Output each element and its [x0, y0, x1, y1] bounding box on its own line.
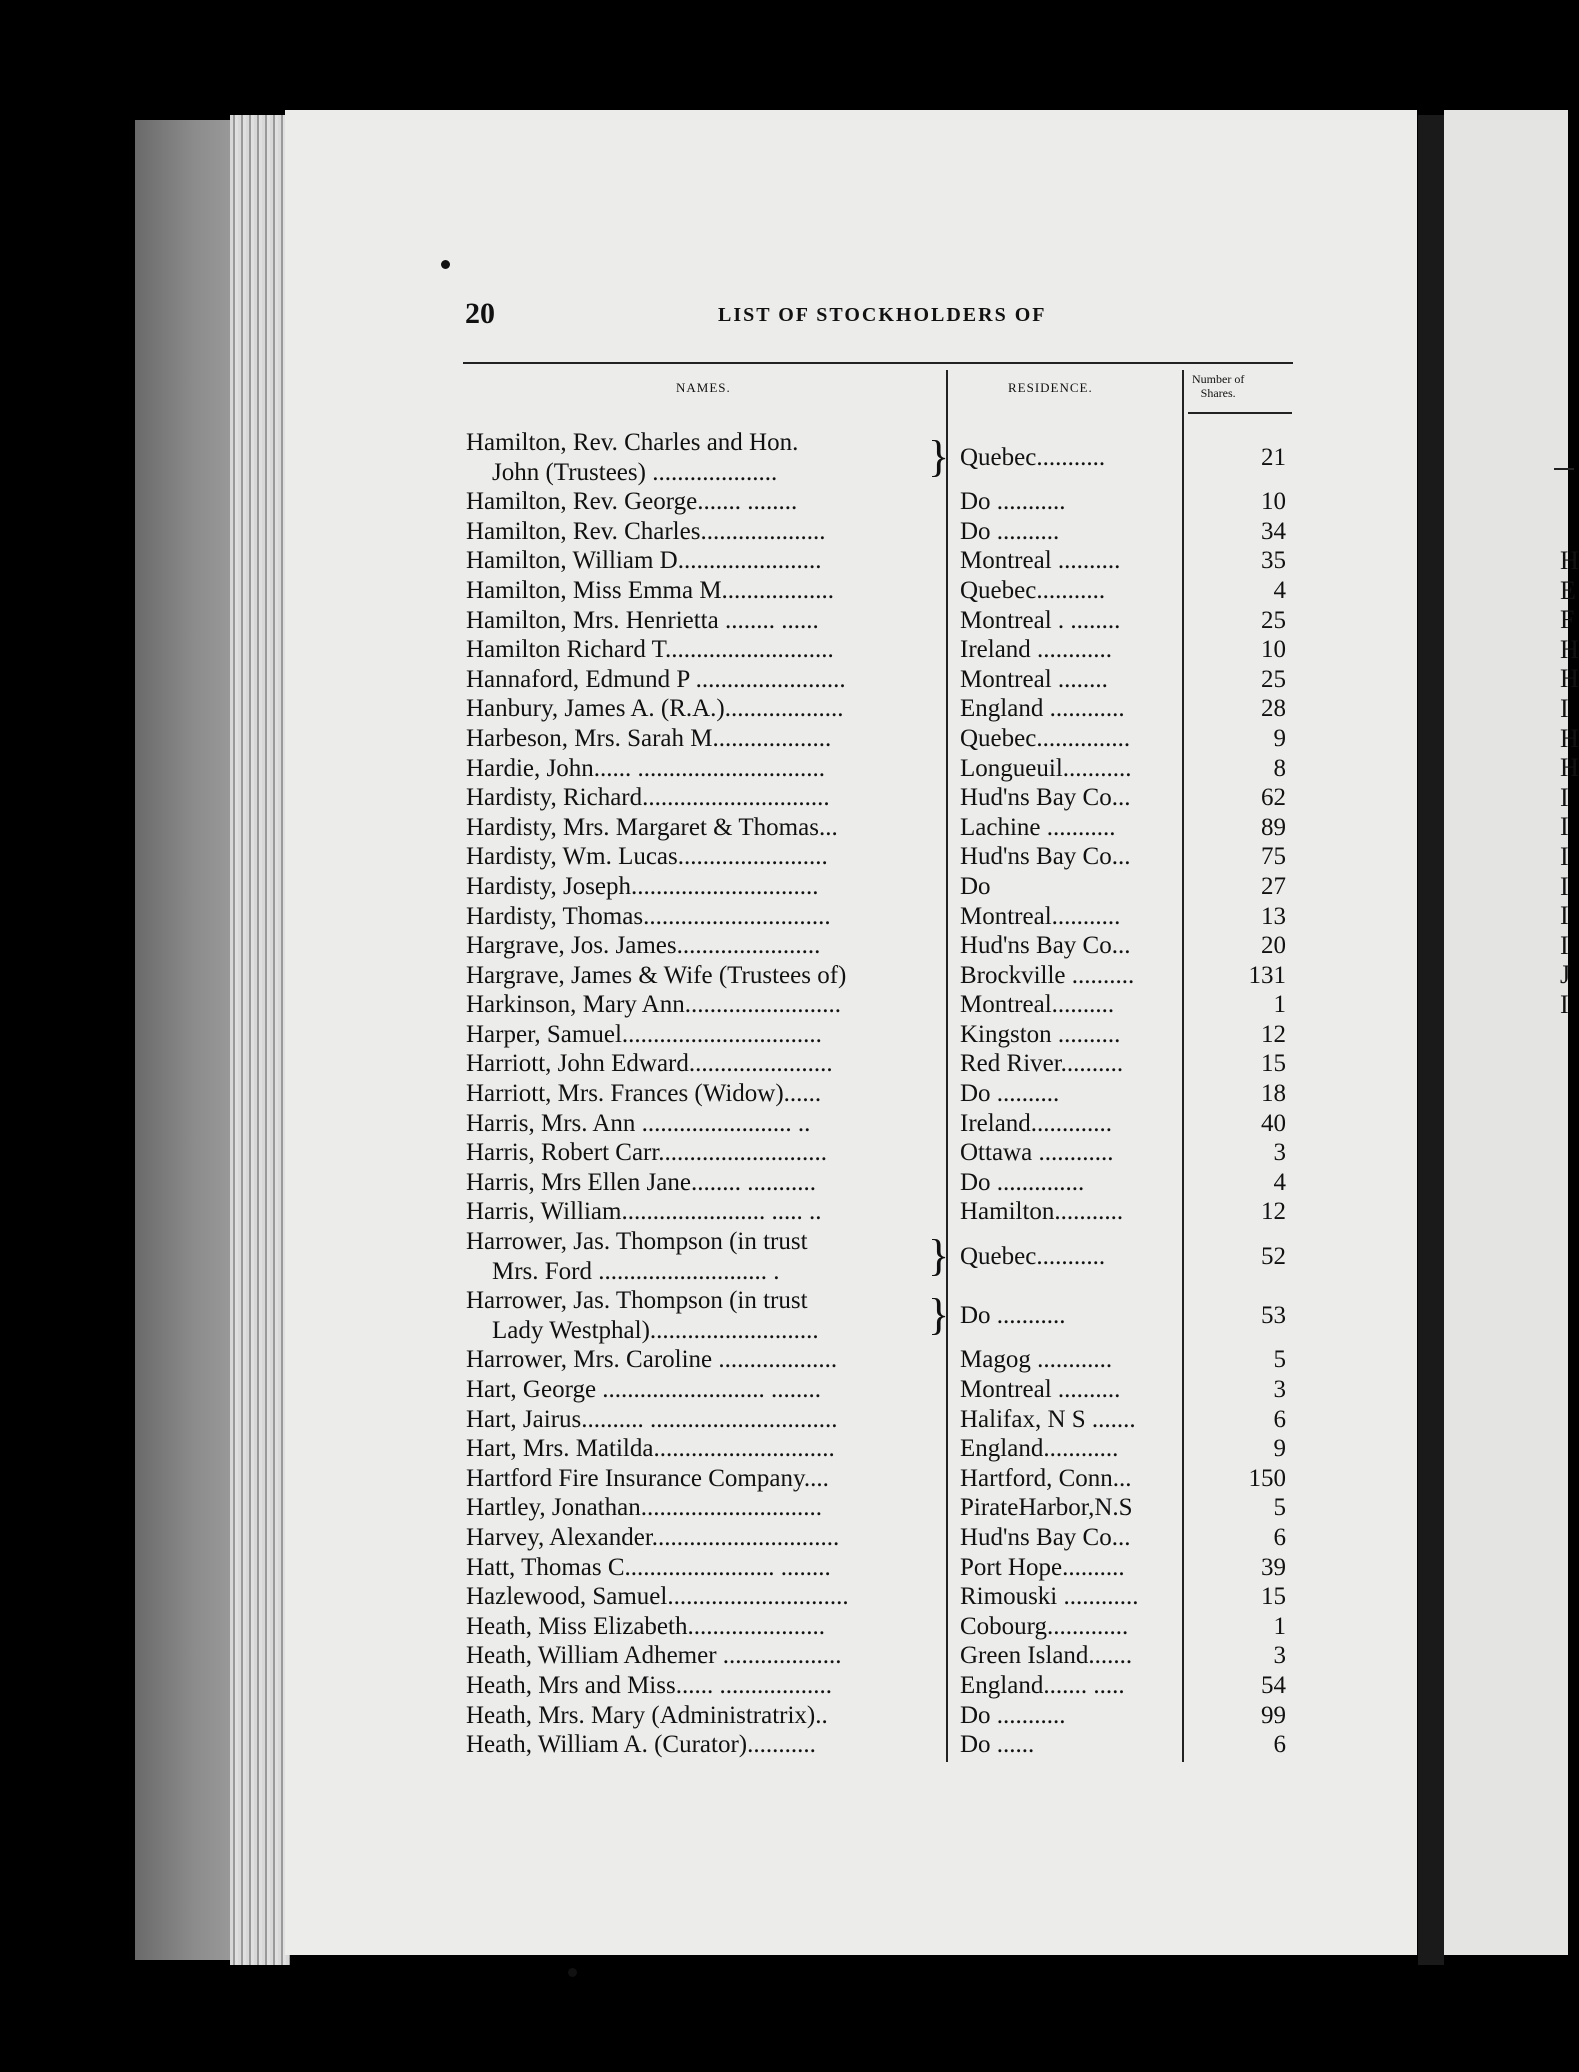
stockholder-name-line1: Hamilton Richard T........................... — [466, 636, 834, 664]
stockholder-name — [466, 1197, 951, 1227]
stockholder-name-line1: Hartford Fire Insurance Company.... — [466, 1464, 829, 1492]
stockholder-name-line1: Hamilton, Rev. Charles.................... — [466, 517, 826, 545]
stockholder-row — [466, 842, 1296, 872]
stockholder-name-line1: Hardisty, Joseph.............................. — [466, 872, 819, 900]
stockholder-residence: Red River.......... — [960, 1050, 1124, 1078]
stockholder-name — [466, 1553, 951, 1583]
shares-header-rule — [1188, 412, 1292, 414]
stockholder-row — [466, 606, 1296, 636]
stockholder-shares: 99 — [1261, 1701, 1286, 1729]
stockholder-name — [466, 1405, 951, 1435]
stockholder-shares: 21 — [1261, 443, 1286, 471]
stockholder-shares: 3 — [1273, 1139, 1286, 1167]
stockholder-residence: Montreal.......... — [960, 991, 1115, 1019]
facing-page-letter: J — [1560, 960, 1571, 990]
stockholder-name-line1: Harriott, Mrs. Frances (Widow)...... — [466, 1080, 822, 1108]
stockholder-row — [466, 1405, 1296, 1435]
facing-page-letter: H — [1560, 753, 1579, 783]
stockholder-residence: Do ........... — [960, 1701, 1066, 1729]
stockholder-residence: Port Hope.......... — [960, 1553, 1125, 1581]
stockholder-shares: 40 — [1261, 1109, 1286, 1137]
stockholder-shares: 10 — [1261, 488, 1286, 516]
stockholder-name — [466, 1020, 951, 1050]
stockholder-name — [466, 931, 951, 961]
stockholder-shares: 6 — [1273, 1405, 1286, 1433]
stockholder-row — [466, 1523, 1296, 1553]
stockholder-shares: 25 — [1261, 665, 1286, 693]
stockholder-residence: Do .......... — [960, 1080, 1060, 1108]
stockholder-name-line1: Hamilton, Miss Emma M.................. — [466, 576, 835, 604]
stockholder-row — [466, 428, 1296, 487]
facing-page-letter: H — [1560, 723, 1579, 753]
stockholder-name — [466, 961, 951, 991]
stockholder-row — [466, 487, 1296, 517]
stockholder-residence: Quebec........... — [960, 1242, 1106, 1270]
stockholder-shares: 53 — [1261, 1302, 1286, 1330]
stockholder-row — [466, 1641, 1296, 1671]
stockholder-row — [466, 872, 1296, 902]
stockholder-name — [466, 694, 951, 724]
stockholder-name — [466, 724, 951, 754]
facing-page-letters — [1560, 546, 1579, 1020]
stockholder-residence: England....... ..... — [960, 1671, 1125, 1699]
stockholder-name — [466, 1138, 951, 1168]
stockholder-shares: 89 — [1261, 813, 1286, 841]
stockholder-name-line1: Heath, Miss Elizabeth...................... — [466, 1612, 825, 1640]
stockholder-shares: 10 — [1261, 636, 1286, 664]
stockholder-row — [466, 1020, 1296, 1050]
stockholder-residence: Green Island....... — [960, 1642, 1133, 1670]
facing-page-letter: H — [1560, 546, 1579, 575]
stockholder-name-line2: Mrs. Ford ........................... . — [492, 1257, 780, 1285]
stockholder-name — [466, 1286, 951, 1345]
stockholder-residence: Montreal .......... — [960, 547, 1121, 575]
column-header-shares-line2: Shares. — [1200, 386, 1236, 400]
stockholder-name-line1: Harper, Samuel................................ — [466, 1020, 822, 1048]
facing-page-letter: H — [1560, 664, 1579, 694]
stockholder-shares: 131 — [1248, 961, 1286, 989]
stockholder-residence: Quebec............... — [960, 724, 1131, 752]
stockholder-residence: Brockville .......... — [960, 961, 1135, 989]
facing-page — [1444, 110, 1579, 1955]
stockholder-row — [466, 1434, 1296, 1464]
stockholder-residence: Ottawa ............ — [960, 1139, 1114, 1167]
stockholder-name — [466, 1493, 951, 1523]
stockholder-shares: 9 — [1273, 1435, 1286, 1463]
stockholder-row — [466, 724, 1296, 754]
stockholder-residence: England ............ — [960, 695, 1125, 723]
stockholder-name — [466, 606, 951, 636]
stockholder-residence: Hamilton........... — [960, 1198, 1124, 1226]
stockholder-name — [466, 1641, 951, 1671]
stockholder-name-line1: Harris, Robert Carr........................... — [466, 1139, 828, 1167]
stockholder-shares: 35 — [1261, 547, 1286, 575]
stockholder-residence: Rimouski ............ — [960, 1583, 1139, 1611]
stockholder-name-line1: Hartley, Jonathan............................. — [466, 1494, 822, 1522]
stockholder-name — [466, 902, 951, 932]
stockholder-name-line1: Hanbury, James A. (R.A.)................... — [466, 695, 844, 723]
stockholder-name-line1: Hamilton, William D....................... — [466, 547, 822, 575]
stockholder-row — [466, 754, 1296, 784]
facing-page-letter: I — [1560, 693, 1569, 723]
book-gutter — [1418, 115, 1444, 1965]
column-header-names: NAMES. — [676, 380, 731, 395]
stockholder-residence: England............ — [960, 1435, 1119, 1463]
facing-page-rule — [1554, 468, 1574, 470]
stockholder-residence: Magog ............ — [960, 1346, 1113, 1374]
stockholder-name — [466, 487, 951, 517]
stockholder-name-line1: Hardisty, Thomas.............................. — [466, 902, 831, 930]
stockholder-row — [466, 517, 1296, 547]
stockholder-name — [466, 1701, 951, 1731]
stockholder-residence: Do .............. — [960, 1168, 1085, 1196]
stockholder-row — [466, 1701, 1296, 1731]
stockholder-shares: 20 — [1261, 932, 1286, 960]
stockholder-name-line1: Heath, William A. (Curator)........... — [466, 1731, 816, 1759]
stockholder-row — [466, 902, 1296, 932]
brace-mark: } — [928, 432, 950, 481]
stockholder-residence: Do — [960, 872, 991, 900]
stockholder-shares: 8 — [1273, 754, 1286, 782]
stockholder-name — [466, 1523, 951, 1553]
brace-mark: } — [928, 1231, 950, 1281]
stockholder-shares: 18 — [1261, 1080, 1286, 1108]
stockholder-name — [466, 665, 951, 695]
stockholder-row — [466, 694, 1296, 724]
stockholder-name-line2: John (Trustees) .................... — [492, 458, 778, 486]
stockholder-row — [466, 1493, 1296, 1523]
facing-page-letter: I — [1560, 812, 1569, 842]
stockholder-row — [466, 783, 1296, 813]
stockholder-name-line2: Lady Westphal)........................... — [492, 1316, 819, 1344]
stockholder-residence: Ireland ............ — [960, 636, 1113, 664]
stockholder-row — [466, 990, 1296, 1020]
stockholder-shares: 13 — [1261, 902, 1286, 930]
stockholder-shares: 39 — [1261, 1553, 1286, 1581]
stockholder-name — [466, 872, 951, 902]
stockholder-shares: 5 — [1273, 1494, 1286, 1522]
stockholder-name-line1: Hazlewood, Samuel............................. — [466, 1583, 849, 1611]
stockholder-residence: Halifax, N S ....... — [960, 1405, 1136, 1433]
stockholder-name-line1: Hart, George .......................... ........ — [466, 1376, 822, 1403]
stockholder-residence: Lachine ........... — [960, 813, 1116, 841]
stockholder-residence: Hud'ns Bay Co... — [960, 1523, 1131, 1551]
facing-page-letter: I — [1560, 782, 1569, 812]
facing-page-letter: I — [1560, 901, 1569, 931]
stockholder-residence: Do .......... — [960, 517, 1060, 545]
stockholder-name — [466, 1345, 951, 1375]
stockholder-row — [466, 1345, 1296, 1375]
stockholder-residence: Cobourg............. — [960, 1612, 1129, 1640]
stockholder-row — [466, 1582, 1296, 1612]
stockholder-name — [466, 546, 951, 576]
stockholder-name-line1: Harrower, Jas. Thompson (in trust — [466, 1287, 808, 1315]
stockholder-name-line1: Heath, Mrs and Miss...... .................. — [466, 1671, 832, 1699]
facing-page-letter: E — [1560, 575, 1576, 605]
stockholder-name-line1: Harkinson, Mary Ann......................... — [466, 991, 841, 1019]
stockholder-name-line1: Harris, William....................... ..... .. — [466, 1198, 822, 1226]
stockholder-name-line1: Hardisty, Wm. Lucas........................ — [466, 843, 828, 871]
stockholder-shares: 4 — [1273, 576, 1286, 604]
stockholder-name-line1: Hargrave, Jos. James....................... — [466, 932, 821, 960]
stockholder-shares: 62 — [1261, 784, 1286, 812]
stockholder-row — [466, 1138, 1296, 1168]
stockholder-name — [466, 1168, 951, 1198]
stockholder-shares: 34 — [1261, 517, 1286, 545]
facing-page-letter: I — [1560, 841, 1569, 871]
running-title: LIST OF STOCKHOLDERS OF — [718, 304, 1047, 326]
stockholder-shares: 12 — [1261, 1020, 1286, 1048]
stockholder-list — [466, 428, 1296, 1760]
stockholder-row — [466, 1671, 1296, 1701]
stockholder-residence: Hud'ns Bay Co... — [960, 932, 1131, 960]
stockholder-row — [466, 1197, 1296, 1227]
stockholder-name-line1: Hamilton, Rev. George....... ........ — [466, 488, 798, 516]
stockholder-row — [466, 931, 1296, 961]
stockholder-name — [466, 576, 951, 606]
stockholder-name — [466, 428, 951, 487]
stockholder-row — [466, 1612, 1296, 1642]
stockholder-name-line1: Heath, William Adhemer ................... — [466, 1642, 842, 1670]
stockholder-residence: Do ........... — [960, 488, 1066, 516]
stockholder-shares: 15 — [1261, 1583, 1286, 1611]
stockholder-name-line1: Hart, Jairus.......... .............................. — [466, 1405, 838, 1433]
stockholder-residence: Do ...... — [960, 1731, 1035, 1759]
facing-page-letter: H — [1560, 634, 1579, 664]
stockholder-name — [466, 1464, 951, 1494]
stockholder-name-line1: Hart, Mrs. Matilda............................. — [466, 1435, 835, 1463]
stockholder-row — [466, 1375, 1296, 1405]
page-number: 20 — [465, 297, 495, 330]
stockholder-residence: Hud'ns Bay Co... — [960, 843, 1131, 871]
stockholder-residence: Montreal . ........ — [960, 606, 1121, 634]
stockholder-name-line1: Harris, Mrs Ellen Jane........ ........... — [466, 1168, 816, 1196]
stockholder-residence: Longueuil........... — [960, 754, 1132, 782]
stockholder-name — [466, 1109, 951, 1139]
stockholder-residence: Quebec........... — [960, 576, 1106, 604]
stockholder-name — [466, 517, 951, 547]
stockholder-shares: 6 — [1273, 1523, 1286, 1551]
stockholder-row — [466, 1553, 1296, 1583]
stockholder-row — [466, 813, 1296, 843]
ink-speck — [441, 260, 450, 269]
stockholder-name-line1: Hannaford, Edmund P ........................ — [466, 665, 846, 693]
stockholder-name-line1: Hamilton, Rev. Charles and Hon. — [466, 429, 799, 456]
stockholder-row — [466, 1109, 1296, 1139]
stockholder-shares: 150 — [1248, 1464, 1286, 1492]
stockholder-residence: Quebec........... — [960, 443, 1106, 471]
stockholder-residence: Hartford, Conn... — [960, 1464, 1132, 1492]
page-edges — [230, 115, 290, 1965]
stockholder-name-line1: Harrower, Mrs. Caroline ................... — [466, 1346, 838, 1374]
stockholder-name-line1: Hatt, Thomas C........................ ........ — [466, 1553, 831, 1581]
stockholder-residence: Montreal........... — [960, 902, 1121, 930]
stockholder-shares: 3 — [1273, 1642, 1286, 1670]
column-header-residence: RESIDENCE. — [1008, 380, 1093, 395]
header-rule — [463, 362, 1293, 364]
stockholder-name-line1: Hargrave, James & Wife (Trustees of) — [466, 961, 847, 989]
stockholder-name — [466, 813, 951, 843]
facing-page-letter: I — [1560, 930, 1569, 960]
stockholder-name-line1: Harriott, John Edward....................... — [466, 1050, 833, 1078]
stockholder-shares: 9 — [1273, 724, 1286, 752]
stockholder-row — [466, 635, 1296, 665]
column-header-shares — [1192, 372, 1244, 400]
facing-page-letter: F — [1560, 605, 1575, 635]
stockholder-name — [466, 635, 951, 665]
stockholder-row — [466, 1079, 1296, 1109]
stockholder-residence: Kingston .......... — [960, 1020, 1121, 1048]
stockholder-shares: 27 — [1261, 872, 1286, 900]
stockholder-shares: 54 — [1261, 1671, 1286, 1699]
stockholder-row — [466, 665, 1296, 695]
stockholder-shares: 15 — [1261, 1050, 1286, 1078]
stockholder-name-line1: Hamilton, Mrs. Henrietta ........ ...... — [466, 606, 819, 634]
facing-page-letter: I — [1560, 871, 1569, 901]
stockholder-row — [466, 1168, 1296, 1198]
stockholder-row — [466, 1286, 1296, 1345]
stockholder-shares: 5 — [1273, 1346, 1286, 1374]
stockholder-residence: Montreal ........ — [960, 665, 1108, 693]
stockholder-shares: 1 — [1273, 1612, 1286, 1640]
stockholder-name-line1: Harbeson, Mrs. Sarah M................... — [466, 724, 832, 752]
stockholder-name — [466, 1730, 951, 1760]
stockholder-name — [466, 1049, 951, 1079]
stockholder-name-line1: Heath, Mrs. Mary (Administratrix).. — [466, 1701, 828, 1729]
stockholder-shares: 1 — [1273, 991, 1286, 1019]
stockholder-residence: Montreal .......... — [960, 1376, 1121, 1403]
stockholder-shares: 3 — [1273, 1376, 1286, 1403]
stockholder-name — [466, 1079, 951, 1109]
stockholder-shares: 25 — [1261, 606, 1286, 634]
stockholder-shares: 52 — [1261, 1242, 1286, 1270]
stockholder-name — [466, 1375, 951, 1405]
stockholder-name — [466, 1671, 951, 1701]
stockholder-name — [466, 1434, 951, 1464]
stockholder-name — [466, 1612, 951, 1642]
stockholder-name — [466, 1227, 951, 1286]
stockholder-residence: PirateHarbor,N.S — [960, 1494, 1133, 1522]
stockholder-name — [466, 1582, 951, 1612]
stockholder-shares: 75 — [1261, 843, 1286, 871]
stockholder-name — [466, 990, 951, 1020]
ink-speck — [568, 1968, 577, 1977]
stockholder-residence: Ireland............. — [960, 1109, 1113, 1137]
stockholder-name — [466, 842, 951, 872]
stockholder-row — [466, 1227, 1296, 1286]
book-cover-edge — [135, 120, 235, 1960]
stockholder-name-line1: Hardisty, Richard.............................. — [466, 784, 830, 812]
stockholder-row — [466, 1730, 1296, 1760]
stockholder-name — [466, 754, 951, 784]
stockholder-row — [466, 546, 1296, 576]
stockholder-shares: 28 — [1261, 695, 1286, 723]
stockholder-row — [466, 1464, 1296, 1494]
stockholder-shares: 12 — [1261, 1198, 1286, 1226]
stockholder-residence: Hud'ns Bay Co... — [960, 784, 1131, 812]
facing-page-letter: I — [1560, 989, 1569, 1019]
stockholder-name — [466, 783, 951, 813]
stockholder-name-line1: Harvey, Alexander.............................. — [466, 1523, 840, 1551]
stockholder-row — [466, 576, 1296, 606]
stockholder-row — [466, 961, 1296, 991]
brace-mark: } — [928, 1290, 950, 1340]
stockholder-shares: 4 — [1273, 1168, 1286, 1196]
stockholder-name-line1: Hardisty, Mrs. Margaret & Thomas... — [466, 813, 838, 841]
stockholder-name-line1: Harris, Mrs. Ann ........................ .. — [466, 1109, 811, 1137]
stockholder-residence: Do ........... — [960, 1302, 1066, 1330]
stockholder-name-line1: Hardie, John...... .............................. — [466, 754, 825, 782]
stockholder-name-line1: Harrower, Jas. Thompson (in trust — [466, 1228, 808, 1256]
stockholder-shares: 6 — [1273, 1731, 1286, 1759]
column-header-shares-line1: Number of — [1192, 372, 1245, 386]
stockholder-row — [466, 1049, 1296, 1079]
